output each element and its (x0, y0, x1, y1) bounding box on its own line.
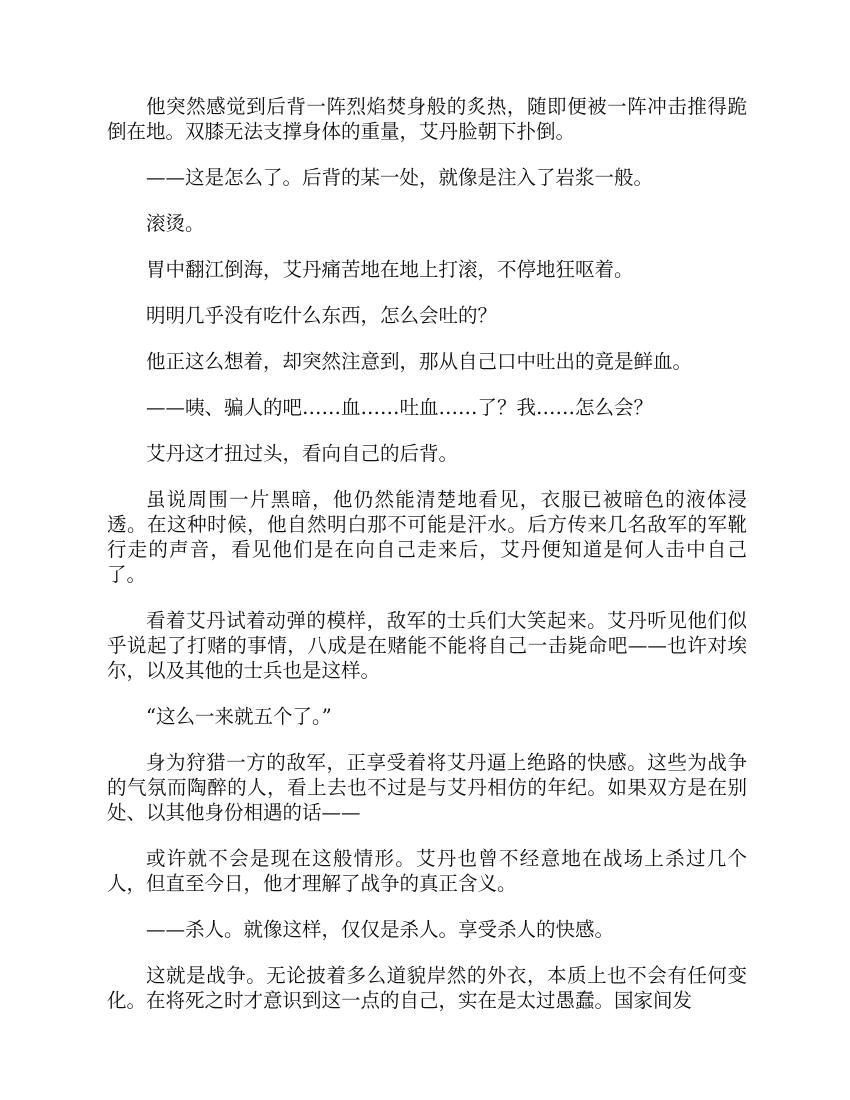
paragraph: ——咦、骗人的吧……血……吐血……了？我……怎么会？ (146, 396, 654, 419)
paragraph: ——杀人。就像这样，仅仅是杀人。享受杀人的快感。 (146, 918, 615, 941)
paragraph: 看着艾丹试着动弹的模样，敌军的士兵们大笑起来。艾丹听见他们似乎说起了打赌的事情，八成是在赌能不能将自己一击毙命吧——也许对埃尔，以及其他的士兵也是这样。 (107, 609, 747, 682)
paragraph: 滚烫。 (146, 212, 205, 235)
paragraph: 他突然感觉到后背一阵烈焰焚身般的炙热，随即便被一阵冲击推得跪倒在地。双膝无法支撑身体的重量，艾丹脸朝下扑倒。 (107, 95, 747, 143)
body-text (107, 94, 747, 1034)
paragraph: 身为狩猎一方的敌军，正享受着将艾丹逼上绝路的快感。这些为战争的气氛而陶醉的人，看上去也不过是与艾丹相仿的年纪。如果双方是在别处、以其他身份相遇的话—— (107, 751, 747, 824)
paragraph: 或许就不会是现在这般情形。艾丹也曾不经意地在战场上杀过几个人，但直至今日，他才理解了战争的真正含义。 (107, 847, 747, 895)
paragraph: 艾丹这才扭过头，看向自己的后背。 (146, 442, 459, 465)
paragraph: 虽说周围一片黑暗，他仍然能清楚地看见，衣服已被暗色的液体浸透。在这种时候，他自然明白那不可能是汗水。后方传来几名敌军的军靴行走的声音，看见他们是在向自己走来后，艾丹便知道是何人击中自己了。 (107, 488, 747, 586)
paragraph: “这么一来就五个了。” (146, 705, 332, 728)
paragraph: 这就是战争。无论披着多么道貌岸然的外衣，本质上也不会有任何变化。在将死之时才意识到这一点的自己，实在是太过愚蠢。国家间发 (107, 964, 747, 1012)
paragraph: ——这是怎么了。后背的某一处，就像是注入了岩浆一般。 (146, 166, 654, 189)
paragraph: 他正这么想着，却突然注意到，那从自己口中吐出的竟是鲜血。 (146, 350, 693, 373)
paragraph: 胃中翻江倒海，艾丹痛苦地在地上打滚，不停地狂呕着。 (146, 258, 634, 281)
paragraph: 明明几乎没有吃什么东西，怎么会吐的？ (146, 304, 498, 327)
